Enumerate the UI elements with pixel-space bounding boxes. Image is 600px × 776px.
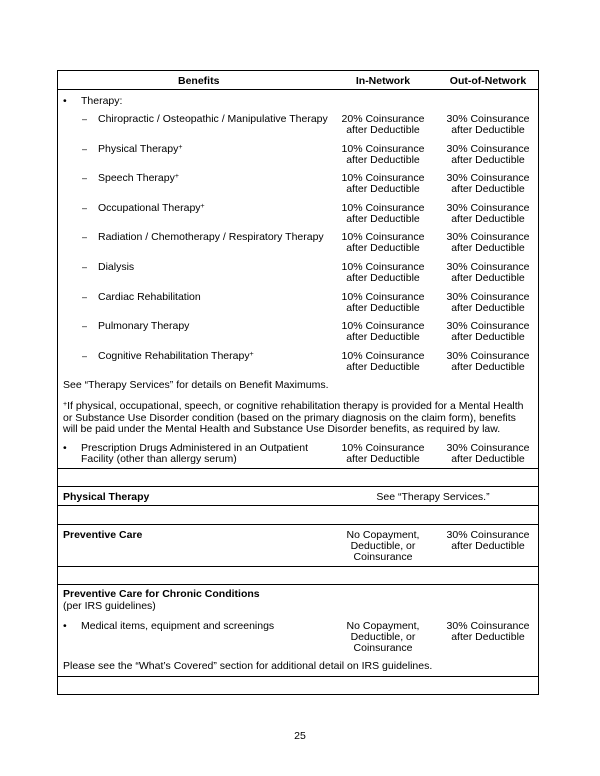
therapy-note: See “Therapy Services” for details on Benefit Maximums. [63, 379, 329, 391]
dash-icon: – [82, 292, 88, 302]
therapy-item-out-network: 30% Coinsurance [446, 231, 530, 243]
dash-icon: – [82, 351, 88, 361]
chronic-sublabel: (per IRS guidelines) [63, 600, 156, 612]
rx-line-1: Prescription Drugs Administered in an Outpatient [81, 442, 309, 454]
therapy-item-out-network-2: after Deductible [451, 242, 525, 254]
therapy-item-in-network-2: after Deductible [346, 242, 420, 254]
therapy-label: Therapy: [81, 95, 123, 107]
therapy-item-name [98, 203, 205, 214]
physical-therapy-label: Physical Therapy [63, 491, 150, 503]
chronic-item: Medical items, equipment and screenings [81, 620, 275, 632]
chronic-label: Preventive Care for Chronic Conditions [63, 588, 260, 600]
therapy-item-name [98, 321, 189, 332]
therapy-item-out-network-2: after Deductible [451, 213, 525, 225]
rx-in-2: after Deductible [346, 453, 420, 465]
chronic-note: Please see the “What’s Covered” section for additional detail on IRS guidelines. [63, 660, 433, 672]
chronic-in-1: No Copayment, [346, 620, 420, 632]
therapy-item-name [98, 232, 324, 243]
therapy-item-out-network-2: after Deductible [451, 124, 525, 136]
header-divider [58, 89, 538, 90]
therapy-item-in-network: 10% Coinsurance [341, 320, 425, 332]
therapy-item-name [98, 351, 254, 362]
therapy-item-in-network-2: after Deductible [346, 302, 420, 314]
therapy-item-in-network-2: after Deductible [346, 124, 420, 136]
therapy-item-in-network: 10% Coinsurance [341, 261, 425, 273]
therapy-item-in-network-2: after Deductible [346, 213, 420, 225]
therapy-item-in-network: 10% Coinsurance [341, 143, 425, 155]
therapy-item-label: Radiation / Chemotherapy / Respiratory Therapy [98, 231, 324, 243]
row-divider [58, 566, 538, 567]
therapy-item-label: Cognitive Rehabilitation Therapy [98, 350, 250, 362]
footnote-marker: + [174, 173, 179, 180]
bullet-icon: • [63, 442, 67, 454]
therapy-item-name [98, 114, 328, 125]
footnote-marker: + [249, 351, 254, 358]
row-divider [58, 486, 538, 487]
therapy-item-in-network-2: after Deductible [346, 361, 420, 373]
therapy-item-out-network-2: after Deductible [451, 183, 525, 195]
therapy-item-label: Dialysis [98, 261, 135, 273]
bullet-icon: • [63, 620, 67, 632]
physical-therapy-value: See “Therapy Services.” [376, 491, 490, 503]
therapy-item-in-network: 20% Coinsurance [341, 113, 425, 125]
header-benefits: Benefits [178, 75, 220, 87]
dash-icon: – [82, 321, 88, 331]
dash-icon: – [82, 114, 88, 124]
dash-icon: – [82, 203, 88, 213]
bullet-icon: • [63, 95, 67, 107]
dash-icon: – [82, 173, 88, 183]
therapy-item-out-network: 30% Coinsurance [446, 261, 530, 273]
therapy-item-in-network: 10% Coinsurance [341, 172, 425, 184]
footnote-marker: + [200, 203, 205, 210]
dash-icon: – [82, 262, 88, 272]
therapy-item-name [98, 262, 134, 273]
row-divider [58, 505, 538, 506]
therapy-item-out-network-2: after Deductible [451, 331, 525, 343]
row-divider [58, 524, 538, 525]
preventive-care-label: Preventive Care [63, 529, 143, 541]
therapy-item-out-network: 30% Coinsurance [446, 202, 530, 214]
rx-out-2: after Deductible [451, 453, 525, 465]
row-divider [58, 468, 538, 469]
preventive-out-2: after Deductible [451, 540, 525, 552]
therapy-item-in-network: 10% Coinsurance [341, 231, 425, 243]
therapy-item-out-network-2: after Deductible [451, 361, 525, 373]
therapy-item-out-network: 30% Coinsurance [446, 172, 530, 184]
page-number: 25 [294, 730, 306, 742]
therapy-item-in-network-2: after Deductible [346, 183, 420, 195]
preventive-out-1: 30% Coinsurance [446, 529, 530, 541]
chronic-in-2: Deductible, or [350, 631, 416, 643]
therapy-item-out-network: 30% Coinsurance [446, 320, 530, 332]
rx-out-1: 30% Coinsurance [446, 442, 530, 454]
therapy-item-label: Chiropractic / Osteopathic / Manipulative Therapy [98, 113, 328, 125]
therapy-item-in-network: 10% Coinsurance [341, 291, 425, 303]
preventive-in-2: Deductible, or [350, 540, 416, 552]
therapy-item-label: Speech Therapy [98, 172, 175, 184]
therapy-item-in-network: 10% Coinsurance [341, 202, 425, 214]
therapy-item-name [98, 292, 201, 303]
therapy-item-label: Cardiac Rehabilitation [98, 291, 201, 303]
therapy-item-in-network-2: after Deductible [346, 272, 420, 284]
therapy-item-name [98, 144, 182, 155]
therapy-item-out-network: 30% Coinsurance [446, 143, 530, 155]
therapy-item-out-network-2: after Deductible [451, 154, 525, 166]
therapy-item-label: Occupational Therapy [98, 202, 201, 214]
chronic-out-2: after Deductible [451, 631, 525, 643]
header-in-network: In-Network [355, 75, 411, 87]
dash-icon: – [82, 144, 88, 154]
therapy-item-in-network: 10% Coinsurance [341, 350, 425, 362]
benefits-table [57, 70, 539, 695]
chronic-in-3: Coinsurance [353, 642, 413, 654]
row-divider [58, 584, 538, 585]
therapy-item-name [98, 173, 179, 184]
row-divider [58, 676, 538, 677]
footnote-marker: + [63, 401, 68, 408]
footnote-marker: + [178, 144, 183, 151]
therapy-item-in-network-2: after Deductible [346, 154, 420, 166]
preventive-in-1: No Copayment, [346, 529, 420, 541]
dash-icon: – [82, 232, 88, 242]
therapy-item-label: Pulmonary Therapy [98, 320, 190, 332]
therapy-item-label: Physical Therapy [98, 143, 179, 155]
therapy-item-out-network: 30% Coinsurance [446, 113, 530, 125]
therapy-item-out-network-2: after Deductible [451, 302, 525, 314]
preventive-in-3: Coinsurance [353, 551, 413, 563]
footnote-text: If physical, occupational, speech, or cognitive rehabilitation therapy is provided for a Mental Health or Substance Use Disorder condition (based on the primary diagnosis on the claim form), benefits will be paid under the Mental Health and Substance Use Disorder benefits, as required by law. [63, 400, 524, 435]
therapy-item-out-network: 30% Coinsurance [446, 291, 530, 303]
rx-in-1: 10% Coinsurance [341, 442, 425, 454]
chronic-out-1: 30% Coinsurance [446, 620, 530, 632]
therapy-item-in-network-2: after Deductible [346, 331, 420, 343]
rx-line-2: Facility (other than allergy serum) [81, 453, 237, 465]
therapy-item-out-network: 30% Coinsurance [446, 350, 530, 362]
header-out-of-network: Out-of-Network [449, 75, 527, 87]
therapy-item-out-network-2: after Deductible [451, 272, 525, 284]
therapy-footnote [63, 401, 533, 436]
